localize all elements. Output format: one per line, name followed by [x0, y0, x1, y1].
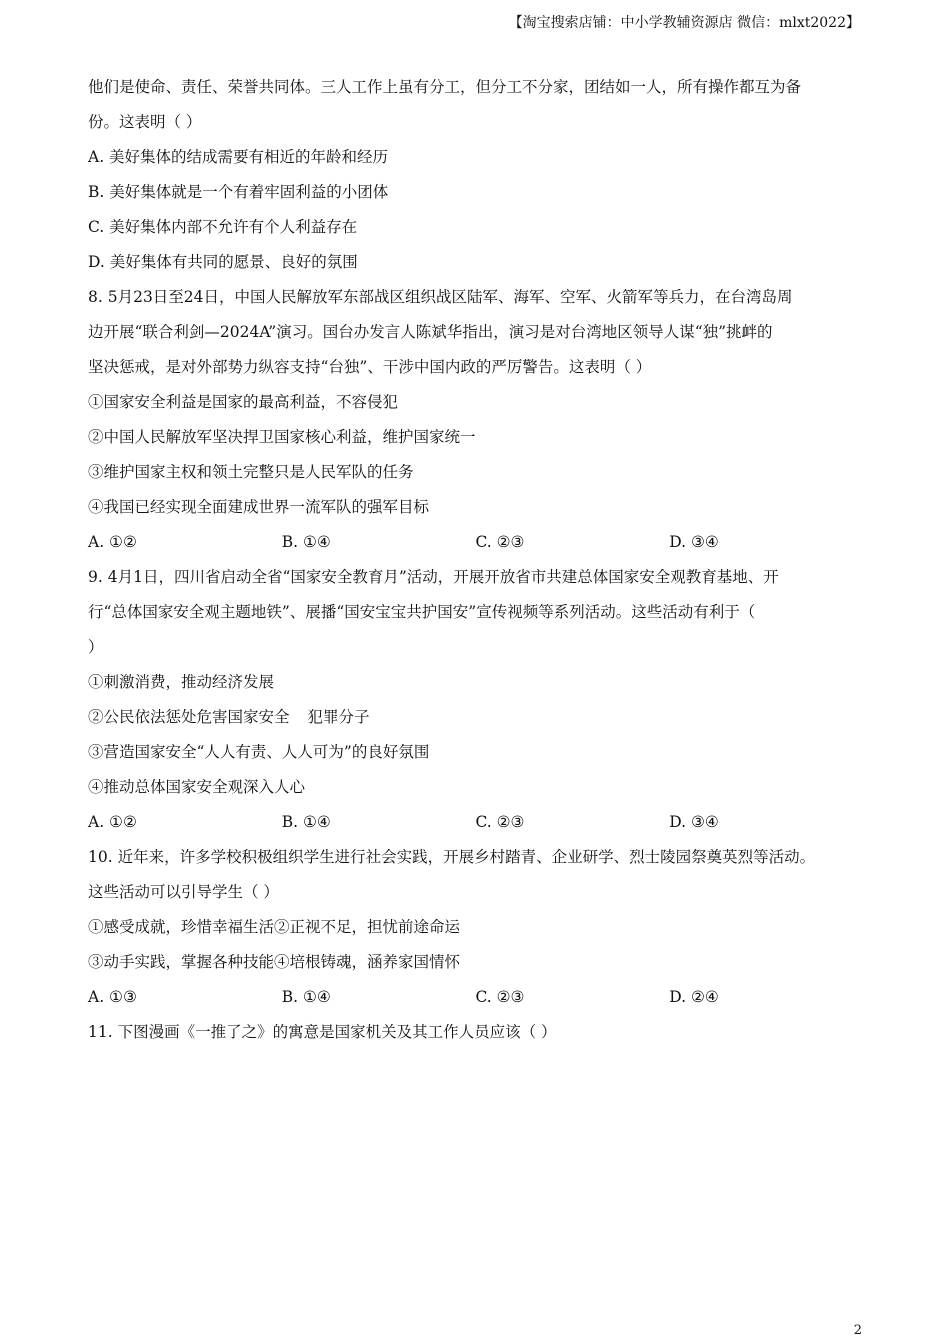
- q8-statement: ②中国人民解放军坚决捍卫国家核心利益，维护国家统一: [88, 428, 476, 446]
- page-number: 2: [853, 1323, 862, 1338]
- q9-statement: ③营造国家安全“人人有责、人人可为”的良好氛围: [88, 743, 430, 761]
- q10-stem-line: 这些活动可以引导学生（ ）: [88, 883, 279, 901]
- q9-statement-part: ②公民依法惩处危害国家安全: [88, 708, 290, 726]
- q9-option-a: A. ①②: [88, 813, 137, 831]
- q9-statement: ④推动总体国家安全观深入人心: [88, 778, 306, 796]
- q8-option-b: B. ①④: [281, 533, 331, 551]
- q9-statement: ①刺激消费，推动经济发展: [88, 673, 275, 691]
- q7-stem-line: 他们是使命、责任、荣誉共同体。三人工作上虽有分工，但分工不分家，团结如一人，所有操作都互为备: [88, 78, 802, 96]
- q7-stem-line: 份。这表明（ ）: [88, 113, 202, 131]
- q8-stem-line: 边开展“联合利剑—2024A”演习。国台办发言人陈斌华指出，演习是对台湾地区领导人谋“独”挑衅的: [88, 323, 773, 341]
- q9-stem-line: ）: [88, 638, 104, 656]
- document-body: [88, 70, 863, 1050]
- q8-option-c: C. ②③: [475, 533, 525, 551]
- q8-statement: ①国家安全利益是国家的最高利益，不容侵犯: [88, 393, 399, 411]
- q9-stem-line: 行“总体国家安全观主题地铁”、展播“国安宝宝共护国安”宣传视频等系列活动。这些活动有利于（: [88, 603, 756, 621]
- q9-option-c: C. ②③: [475, 813, 525, 831]
- q10-option-a: A. ①③: [88, 988, 137, 1006]
- q10-option-c: C. ②③: [475, 988, 525, 1006]
- q8-stem-line: 8. 5月23日至24日，中国人民解放军东部战区组织战区陆军、海军、空军、火箭军等兵力，在台湾岛周: [88, 288, 793, 306]
- q9-statement: [88, 700, 863, 735]
- q8-options: [88, 525, 863, 560]
- q9-option-b: B. ①④: [281, 813, 331, 831]
- q10-options: [88, 980, 863, 1015]
- q10-stem-line: 10. 近年来，许多学校积极组织学生进行社会实践，开展乡村踏青、企业研学、烈士陵园祭奠英烈等活动。: [88, 848, 816, 866]
- page-header: 【淘宝搜索店铺：中小学教辅资源店 微信：mlxt2022】: [508, 15, 860, 31]
- q7-option-d: D. 美好集体有共同的愿景、良好的氛围: [88, 253, 358, 271]
- q7-option-c: C. 美好集体内部不允许有个人利益存在: [88, 218, 358, 236]
- q8-stem-line: 坚决惩戒，是对外部势力纵容支持“台独”、干涉中国内政的严厉警告。这表明（ ）: [88, 358, 652, 376]
- q9-stem-line: 9. 4月1日，四川省启动全省“国家安全教育月”活动，开展开放省市共建总体国家安全观教育基地、开: [88, 568, 779, 586]
- q10-option-d: D. ②④: [669, 988, 719, 1006]
- q9-statement-part: 犯罪分子: [307, 708, 370, 726]
- q7-option-a: A. 美好集体的结成需要有相近的年龄和经历: [88, 148, 389, 166]
- q10-statement: ①感受成就，珍惜幸福生活②正视不足，担忧前途命运: [88, 918, 461, 936]
- q7-option-b: B. 美好集体就是一个有着牢固利益的小团体: [88, 183, 389, 201]
- q9-options: [88, 805, 863, 840]
- q11-stem: 11. 下图漫画《一推了之》的寓意是国家机关及其工作人员应该（ ）: [88, 1023, 557, 1041]
- q8-statement: ④我国已经实现全面建成世界一流军队的强军目标: [88, 498, 430, 516]
- q8-statement: ③维护国家主权和领土完整只是人民军队的任务: [88, 463, 414, 481]
- q8-option-a: A. ①②: [88, 533, 137, 551]
- q8-option-d: D. ③④: [669, 533, 719, 551]
- q10-statement: ③动手实践，掌握各种技能④培根铸魂，涵养家国情怀: [88, 953, 461, 971]
- q10-option-b: B. ①④: [281, 988, 331, 1006]
- q9-option-d: D. ③④: [669, 813, 719, 831]
